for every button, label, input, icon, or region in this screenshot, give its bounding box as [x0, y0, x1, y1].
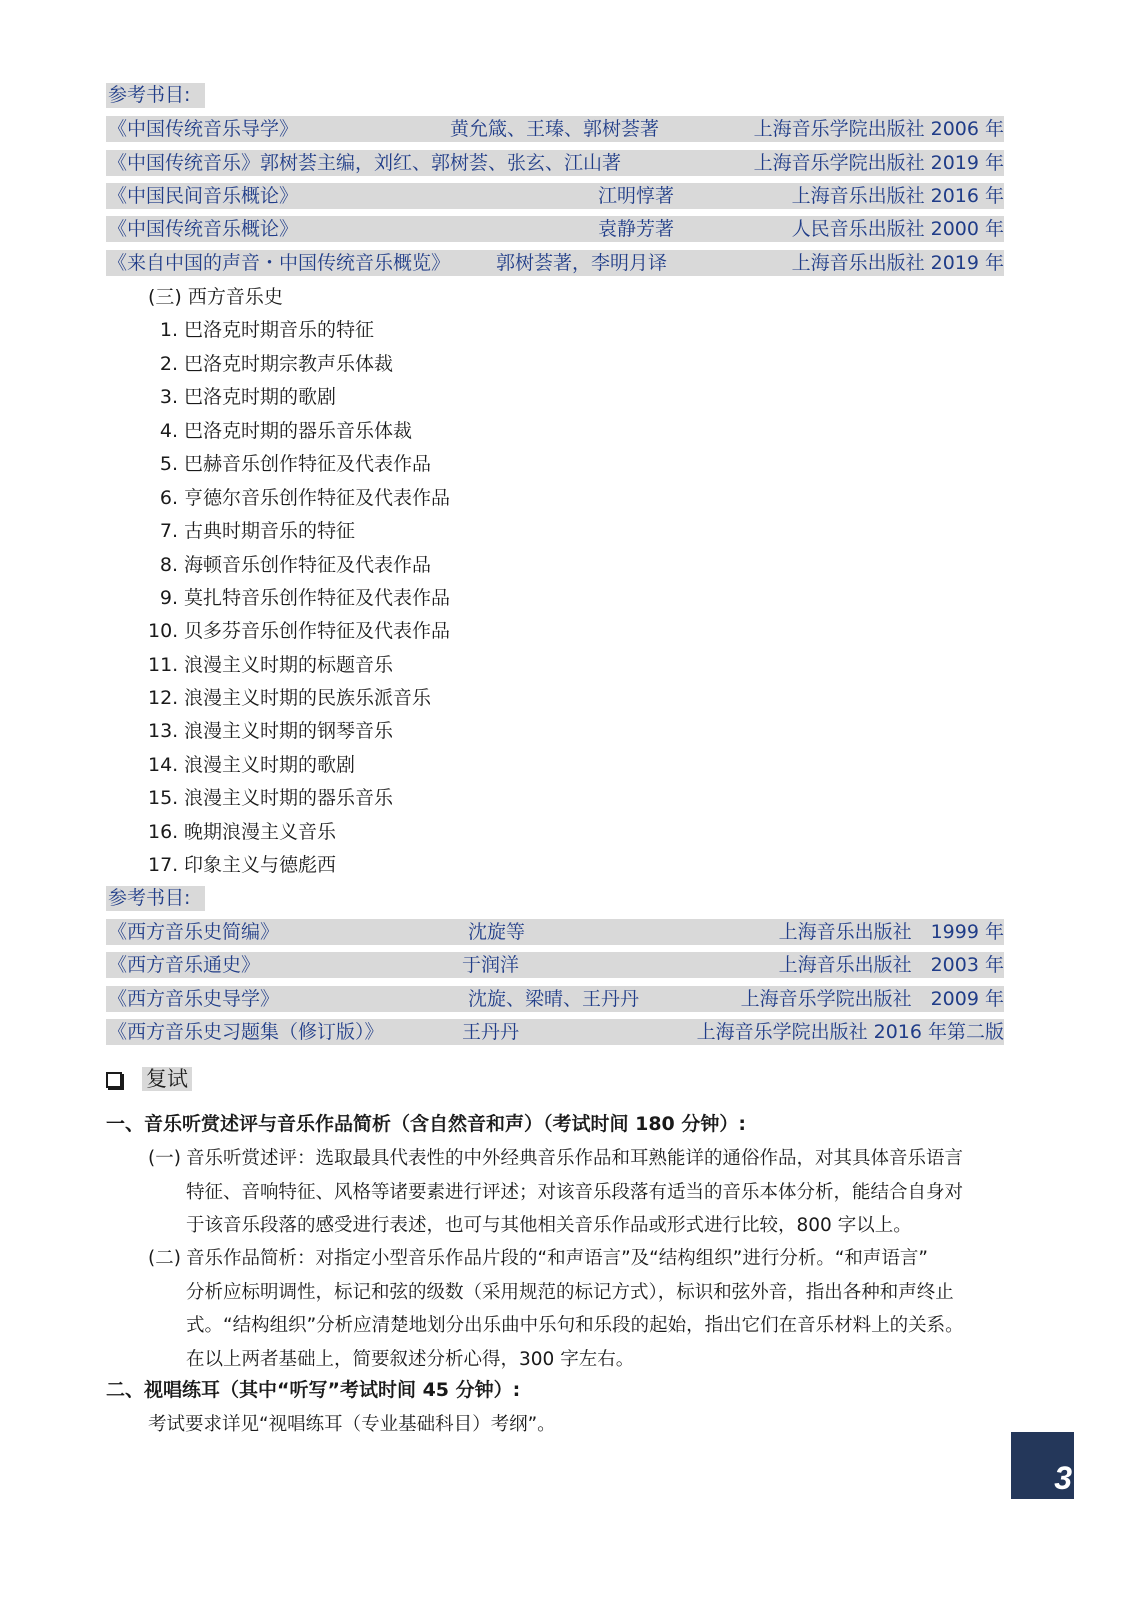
reference-publisher: 上海音乐出版社 1999 年: [778, 921, 1004, 943]
item-number: 4.: [159, 420, 178, 442]
item-text: 浪漫主义时期的器乐音乐: [184, 787, 394, 809]
para-line: 音乐听赏述评：选取最具代表性的中外经典音乐作品和耳熟能详的通俗作品，对其具体音乐语言: [186, 1148, 964, 1169]
para-line: 特征、音响特征、风格等诸要素进行评述；对该音乐段落有适当的音乐本体分析，能结合自身对: [186, 1181, 964, 1203]
reference-heading-2: 参考书目:: [106, 886, 205, 911]
retest-label: 复试: [142, 1067, 192, 1091]
item-number: 15.: [148, 787, 179, 809]
item-text: 巴洛克时期宗教声乐体裁: [184, 353, 394, 375]
reference-title: 《中国民间音乐概论》: [108, 185, 299, 207]
part2-text: 考试要求详见“视唱练耳（专业基础科目）考纲”。: [148, 1414, 556, 1435]
para-line: 在以上两者基础上，简要叙述分析心得，300 字左右。: [186, 1348, 635, 1370]
item-number: 8.: [159, 554, 178, 576]
item-text: 浪漫主义时期的歌剧: [184, 754, 356, 776]
reference-title: 《西方音乐史简编》: [108, 921, 280, 943]
item-text: 巴洛克时期的器乐音乐体裁: [184, 420, 413, 442]
item-number: 7.: [159, 520, 178, 542]
reference-publisher: 上海音乐学院出版社 2006 年: [753, 118, 1004, 140]
part1-heading: 一、音乐听赏述评与音乐作品简析（含自然音和声）（考试时间 180 分钟）:: [106, 1113, 746, 1135]
reference-row: [106, 1019, 1004, 1045]
item-number: 3.: [159, 386, 178, 408]
reference-publisher: 上海音乐学院出版社 2019 年: [753, 152, 1004, 174]
item-text: 亨德尔音乐创作特征及代表作品: [184, 487, 451, 509]
item-number: 10.: [148, 620, 179, 642]
item-text: 晚期浪漫主义音乐: [184, 821, 337, 843]
checkbox-square-icon: [106, 1072, 122, 1088]
item-text: 浪漫主义时期的民族乐派音乐: [184, 687, 432, 709]
sub-marker: (一): [148, 1148, 181, 1169]
reference-author: 沈旋等: [468, 921, 526, 943]
item-number: 16.: [148, 821, 179, 843]
reference-heading-1: 参考书目:: [106, 83, 205, 108]
reference-title: 《西方音乐通史》: [108, 954, 261, 976]
item-number: 17.: [148, 854, 179, 876]
reference-author: 沈旋、梁晴、王丹丹: [468, 988, 640, 1010]
page-number-box: [1011, 1432, 1074, 1499]
item-number: 2.: [159, 353, 178, 375]
reference-author: 袁静芳著: [598, 218, 675, 240]
reference-title: 《中国传统音乐导学》: [108, 118, 299, 140]
item-text: 浪漫主义时期的标题音乐: [184, 654, 394, 676]
reference-row: [106, 952, 1004, 978]
reference-row: [106, 183, 1004, 209]
reference-author: 黄允箴、王瑧、郭树荟著: [450, 118, 660, 140]
reference-title: 《来自中国的声音・中国传统音乐概览》: [108, 252, 451, 274]
reference-title: 《中国传统音乐》郭树荟主编，刘红、郭树荟、张玄、江山著: [108, 152, 622, 174]
reference-row: [106, 986, 1004, 1012]
reference-row: [106, 116, 1004, 142]
item-text: 印象主义与德彪西: [184, 854, 337, 876]
item-number: 6.: [159, 487, 178, 509]
reference-title: 《西方音乐史习题集（修订版）》: [108, 1021, 384, 1043]
reference-row: [106, 250, 1004, 276]
para-line: 于该音乐段落的感受进行表述，也可与其他相关音乐作品或形式进行比较，800 字以上。: [186, 1215, 912, 1236]
item-number: 1.: [159, 319, 178, 341]
item-number: 14.: [148, 754, 179, 776]
reference-title: 《中国传统音乐概论》: [108, 218, 299, 240]
item-text: 巴洛克时期音乐的特征: [184, 319, 375, 341]
reference-author: 江明惇著: [598, 185, 675, 207]
reference-row: [106, 919, 1004, 945]
reference-row: [106, 150, 1004, 176]
para-line: 音乐作品简析：对指定小型音乐作品片段的“和声语言”及“结构组织”进行分析。“和声语言”: [186, 1248, 929, 1269]
item-text: 莫扎特音乐创作特征及代表作品: [184, 587, 451, 609]
item-text: 浪漫主义时期的钢琴音乐: [184, 720, 394, 742]
reference-publisher: 上海音乐学院出版社 2016 年第二版: [696, 1021, 1004, 1043]
item-number: 13.: [148, 720, 179, 742]
para-line: 式。“结构组织”分析应清楚地划分出乐曲中乐句和乐段的起始，指出它们在音乐材料上的关系。: [186, 1315, 964, 1336]
reference-row: [106, 216, 1004, 242]
reference-publisher: 上海音乐学院出版社 2009 年: [740, 988, 1004, 1010]
reference-publisher: 上海音乐出版社 2016 年: [791, 185, 1004, 207]
reference-publisher: 上海音乐出版社 2019 年: [791, 252, 1004, 274]
item-text: 巴洛克时期的歌剧: [184, 386, 337, 408]
item-number: 11.: [148, 654, 179, 676]
reference-publisher: 上海音乐出版社 2003 年: [778, 954, 1004, 976]
item-text: 贝多芬音乐创作特征及代表作品: [184, 620, 451, 642]
reference-author: 王丹丹: [462, 1021, 520, 1043]
item-number: 5.: [159, 453, 178, 475]
item-text: 海顿音乐创作特征及代表作品: [184, 554, 432, 576]
para-line: 分析应标明调性，标记和弦的级数（采用规范的标记方式），标识和弦外音，指出各种和声终止: [186, 1281, 954, 1303]
item-number: 12.: [148, 687, 179, 709]
reference-title: 《西方音乐史导学》: [108, 988, 280, 1010]
item-text: 巴赫音乐创作特征及代表作品: [184, 453, 432, 475]
item-number: 9.: [159, 587, 178, 609]
page-number: 3: [1054, 1460, 1072, 1496]
item-text: 古典时期音乐的特征: [184, 520, 356, 542]
reference-author: 于润洋: [462, 954, 520, 976]
reference-author: 郭树荟著，李明月译: [496, 252, 668, 274]
part2-heading: 二、视唱练耳（其中“听写”考试时间 45 分钟）:: [106, 1379, 521, 1401]
sub-marker: (二): [148, 1248, 181, 1269]
retest-heading: [106, 1064, 192, 1094]
section-title-western-music-history: (三) 西方音乐史: [148, 286, 283, 308]
reference-publisher: 人民音乐出版社 2000 年: [791, 218, 1004, 240]
